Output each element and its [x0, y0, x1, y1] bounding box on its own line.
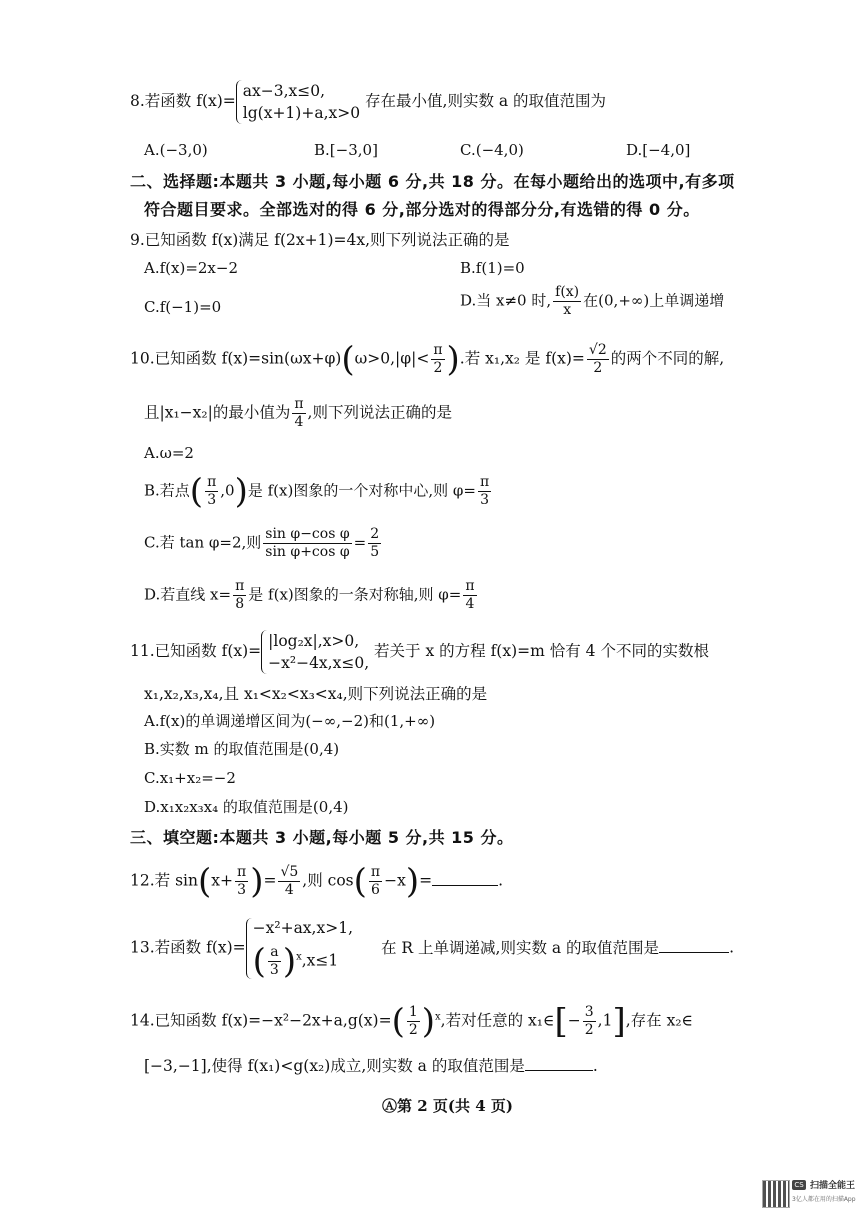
q11-piece1: |log₂x|,x>0, [268, 632, 360, 650]
q11-piecewise [261, 630, 369, 674]
q10-pi-over-4 [292, 396, 305, 431]
q10-stem-pre: 10.已知函数 f(x)=sin(ωx+φ) [130, 349, 342, 368]
q10-option-b [144, 471, 493, 512]
q10-optc-two: 2 [370, 526, 380, 542]
q9-option-c: C.f(−1)=0 [144, 298, 222, 316]
page-footer: Ⓐ第 2 页(共 4 页) [382, 1097, 513, 1115]
q12-pi-b: π [370, 864, 381, 880]
q14-mid: ,若对任意的 x₁∈ [440, 1011, 555, 1030]
q14-lparen: ( [391, 1001, 405, 1042]
q9-optd-post: 在(0,+∞)上单调递增 [583, 291, 725, 310]
q12-x-plus: x+ [211, 871, 233, 890]
q12-pi-over-3 [235, 864, 248, 899]
q10-pi-over-2 [431, 342, 444, 377]
scanner-watermark [762, 1172, 867, 1222]
q8-option-b: B.[−3,0] [314, 141, 378, 159]
q10-optc-frac [263, 526, 351, 561]
q14-line2 [144, 1054, 598, 1076]
q9-optd-pre: D.当 x≠0 时, [460, 291, 552, 310]
q10-optd-eight: 8 [235, 596, 245, 612]
q11-suffix: 若关于 x 的方程 f(x)=m 恰有 4 个不同的实数根 [369, 642, 709, 660]
q10-line2-post: ,则下列说法正确的是 [307, 403, 452, 422]
q10-option-a: A.ω=2 [144, 444, 194, 462]
q10-optb-frac [205, 474, 218, 509]
q14-line2-pre: [−3,−1],使得 f(x₁)<g(x₂)成立,则实数 a 的取值范围是 [144, 1057, 525, 1075]
q12-lparen2: ( [353, 861, 367, 902]
q13-piecewise [246, 918, 353, 982]
q13-answer-blank[interactable] [659, 936, 729, 953]
q9-option-b: B.f(1)=0 [460, 259, 525, 277]
q8-fx: f(x)= [196, 92, 236, 110]
question-12 [130, 861, 504, 902]
q14-answer-blank[interactable] [525, 1054, 593, 1071]
q9-optd-den: x [563, 302, 572, 318]
q8-option-d: D.[−4,0] [626, 141, 691, 159]
q12-six: 6 [371, 882, 380, 898]
q12-rparen2: ) [405, 861, 420, 902]
q13-rparen: ) [282, 941, 297, 982]
q14-three: 3 [584, 1004, 594, 1020]
q14-range-end: ,1 [597, 1011, 613, 1030]
q10-optc-den: sin φ+cos φ [265, 544, 350, 560]
q14-exp: x [435, 1011, 441, 1023]
q10-optb-post: 是 f(x)图象的一个对称中心,则 φ= [247, 481, 476, 500]
q14-half [407, 1004, 420, 1039]
q12-three: 3 [237, 882, 247, 898]
q10-pi: π [433, 342, 443, 358]
question-13 [130, 918, 734, 982]
q13-piece1: −x²+ax,x>1, [252, 919, 353, 937]
q14-two-b: 2 [584, 1022, 594, 1038]
q11-option-c: C.x₁+x₂=−2 [144, 769, 236, 787]
q10-optb-lparen: ( [189, 471, 204, 512]
section2-line1: 二、选择题:本题共 3 小题,每小题 6 分,共 18 分。在每小题给出的选项中,有多项 [130, 172, 735, 191]
q10-paren-content: ω>0,|φ|< [354, 349, 430, 368]
q10-optb-zero: ,0 [220, 481, 235, 500]
watermark-subtitle: 3亿人都在用的扫描App [792, 1196, 856, 1203]
q11-option-a: A.f(x)的单调递增区间为(−∞,−2)和(1,+∞) [144, 712, 436, 730]
watermark-brand: 扫描全能王 [810, 1181, 856, 1191]
q13-lparen: ( [252, 941, 266, 982]
q10-optc-eq: = [353, 533, 367, 552]
camscanner-badge: CS [792, 1180, 806, 1190]
q10-optd-pi: π [235, 578, 245, 594]
q12-lparen1: ( [197, 861, 212, 902]
q10-two-b: 2 [593, 360, 603, 376]
q12-pre: 12.若 sin [130, 871, 198, 890]
q8-suffix: 存在最小值,则实数 a 的取值范围为 [360, 92, 607, 110]
q12-answer-blank[interactable] [432, 869, 498, 886]
q10-left-paren: ( [341, 339, 355, 380]
q14-rbracket: ] [612, 1001, 626, 1042]
q10-option-c [144, 526, 383, 561]
question-14 [130, 1001, 694, 1042]
q10-optb-ans-pi: π [479, 474, 490, 490]
q10-optb-pre: B.若点 [144, 481, 190, 500]
q10-optc-ans [368, 526, 381, 561]
q10-optd-ans [463, 578, 476, 613]
q10-pi-b: π [294, 396, 304, 412]
q11-prefix: 11.已知函数 f(x)= [130, 642, 262, 660]
q13-prefix: 13.若函数 f(x)= [130, 938, 246, 957]
q12-sqrt5-over-4 [278, 864, 300, 899]
q10-optd-pre: D.若直线 x= [144, 585, 232, 604]
q10-four: 4 [294, 414, 304, 430]
q10-stem-post: 的两个不同的解, [610, 349, 725, 368]
q10-optb-ans-three: 3 [480, 492, 489, 508]
q8-piece1: ax−3,x≤0, [242, 82, 326, 100]
qr-code-icon [762, 1180, 790, 1208]
section3-title: 三、填空题:本题共 3 小题,每小题 5 分,共 15 分。 [130, 828, 514, 847]
q14-neg: − [567, 1011, 581, 1030]
q9-option-d [460, 284, 724, 319]
q10-stem-mid: .若 x₁,x₂ 是 f(x)= [459, 349, 585, 368]
q8-piecewise [236, 80, 360, 124]
q13-piece2 [252, 941, 353, 982]
q12-eq2: = [419, 871, 433, 890]
question-10 [130, 339, 725, 380]
q14-end: . [592, 1057, 598, 1075]
q10-optd-frac [233, 578, 246, 613]
q8-prefix: 8.若函数 [130, 92, 197, 110]
q13-end: . [729, 938, 734, 957]
q10-optb-three: 3 [207, 492, 217, 508]
q9-option-a: A.f(x)=2x−2 [144, 259, 238, 277]
question-9: 9.已知函数 f(x)满足 f(2x+1)=4x,则下列说法正确的是 [130, 231, 510, 249]
q10-sqrt2: √2 [588, 342, 607, 358]
q12-rparen1: ) [250, 861, 264, 902]
q14-post: ,存在 x₂∈ [625, 1011, 694, 1030]
q11-piece2: −x²−4x,x≤0, [268, 654, 370, 672]
q13-three: 3 [269, 962, 279, 978]
q8-option-a: A.(−3,0) [144, 141, 208, 159]
q10-optd-ans-pi: π [465, 578, 475, 594]
q10-sqrt2-over-2 [587, 342, 609, 377]
q10-two: 2 [433, 360, 443, 376]
section2-line2: 符合题目要求。全部选对的得 6 分,部分选对的得部分分,有选错的得 0 分。 [144, 200, 700, 219]
q14-two: 2 [408, 1022, 418, 1038]
q10-optb-pi: π [207, 474, 217, 490]
q12-eq1: = [263, 871, 277, 890]
q12-end: . [498, 871, 504, 890]
q14-pre: 14.已知函数 f(x)=−x²−2x+a,g(x)= [130, 1011, 392, 1030]
question-8 [130, 80, 606, 124]
q10-optb-rparen: ) [234, 471, 248, 512]
q12-sqrt5: √5 [280, 864, 299, 880]
q12-minus-x: −x [384, 871, 406, 890]
q10-option-d [144, 578, 479, 613]
q10-right-paren: ) [446, 339, 460, 380]
q14-rparen: ) [421, 1001, 436, 1042]
q10-line2-pre: 且|x₁−x₂|的最小值为 [144, 403, 291, 422]
q12-mid: ,则 cos [302, 871, 354, 890]
q11-line2: x₁,x₂,x₃,x₄,且 x₁<x₂<x₃<x₄,则下列说法正确的是 [144, 685, 488, 703]
question-11 [130, 630, 709, 674]
q9-optd-fraction [553, 284, 581, 319]
q10-optc-five: 5 [370, 544, 380, 560]
q14-lbracket: [ [554, 1001, 568, 1042]
q13-piece2-post: ,x≤1 [301, 951, 339, 970]
q12-pi: π [236, 864, 247, 880]
q13-exp: x [296, 951, 302, 963]
q12-pi-over-6 [369, 864, 382, 899]
q13-suffix: 在 R 上单调递减,则实数 a 的取值范围是 [381, 938, 660, 957]
q9-optd-num: f(x) [555, 284, 580, 300]
q13-a: a [268, 944, 281, 962]
q10-optd-ans-four: 4 [465, 596, 475, 612]
q10-optd-post: 是 f(x)图象的一条对称轴,则 φ= [248, 585, 462, 604]
q10-line2 [144, 396, 452, 431]
q10-optb-ans [478, 474, 491, 509]
q12-four: 4 [284, 882, 294, 898]
q8-piece2: lg(x+1)+a,x>0 [242, 104, 361, 122]
q13-a-over-3 [268, 944, 281, 979]
q10-optc-num: sin φ−cos φ [265, 526, 350, 542]
q11-option-d: D.x₁x₂x₃x₄ 的取值范围是(0,4) [144, 798, 349, 816]
q10-optc-pre: C.若 tan φ=2,则 [144, 533, 262, 552]
q8-option-c: C.(−4,0) [460, 141, 524, 159]
q14-one: 1 [408, 1004, 418, 1020]
q11-option-b: B.实数 m 的取值范围是(0,4) [144, 740, 340, 758]
q14-three-halves [583, 1004, 596, 1039]
